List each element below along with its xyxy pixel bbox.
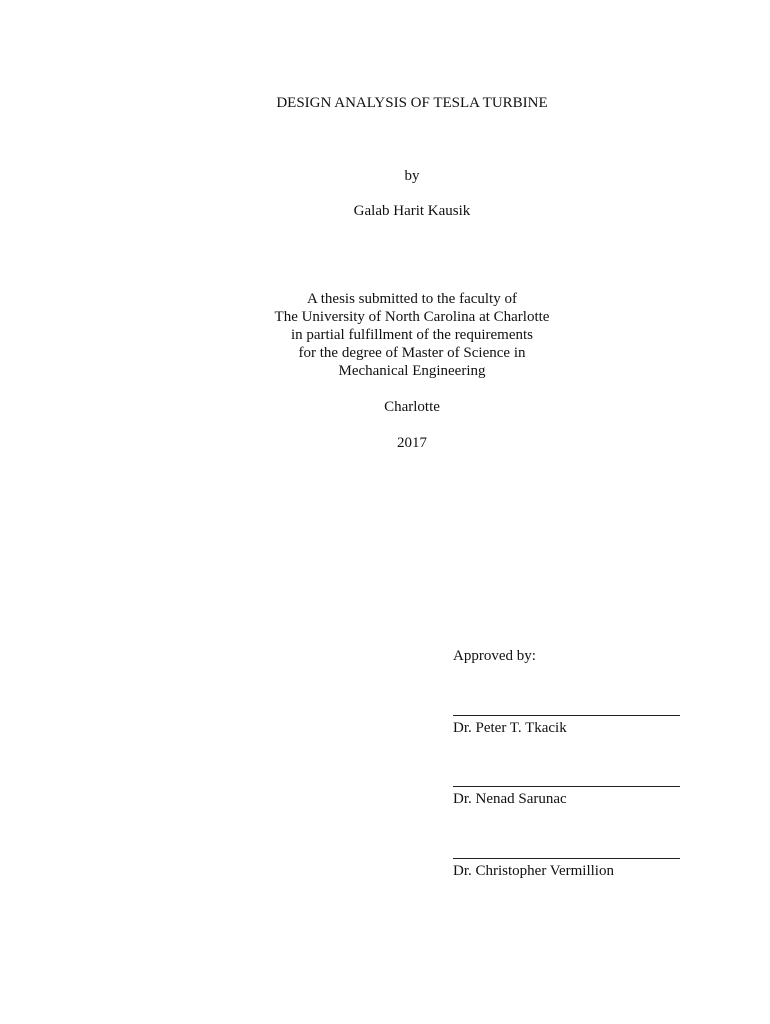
- city: Charlotte: [384, 399, 440, 415]
- statement-line: A thesis submitted to the faculty of: [307, 291, 517, 307]
- statement-line: for the degree of Master of Science in: [298, 345, 526, 361]
- signatory-name: Dr. Christopher Vermillion: [453, 863, 614, 879]
- signatory-name: Dr. Peter T. Tkacik: [453, 720, 567, 736]
- year: 2017: [397, 435, 427, 451]
- signature-block: [453, 786, 680, 808]
- thesis-title: DESIGN ANALYSIS OF TESLA TURBINE: [276, 95, 548, 111]
- statement-line: Mechanical Engineering: [338, 363, 486, 379]
- signature-line: [453, 858, 680, 859]
- signatory-name: Dr. Nenad Sarunac: [453, 791, 567, 807]
- approval-section: [453, 647, 680, 879]
- signature-line: [453, 786, 680, 787]
- signature-line: [453, 715, 680, 716]
- submission-statement: [0, 290, 770, 380]
- signature-block: [453, 858, 680, 880]
- by-label: by: [404, 168, 420, 184]
- author-name: Galab Harit Kausik: [353, 203, 471, 219]
- statement-line: in partial fulfillment of the requirements: [290, 327, 533, 343]
- statement-line: The University of North Carolina at Charlotte: [274, 309, 550, 325]
- approved-by-label: Approved by:: [453, 648, 536, 664]
- signature-block: [453, 715, 680, 737]
